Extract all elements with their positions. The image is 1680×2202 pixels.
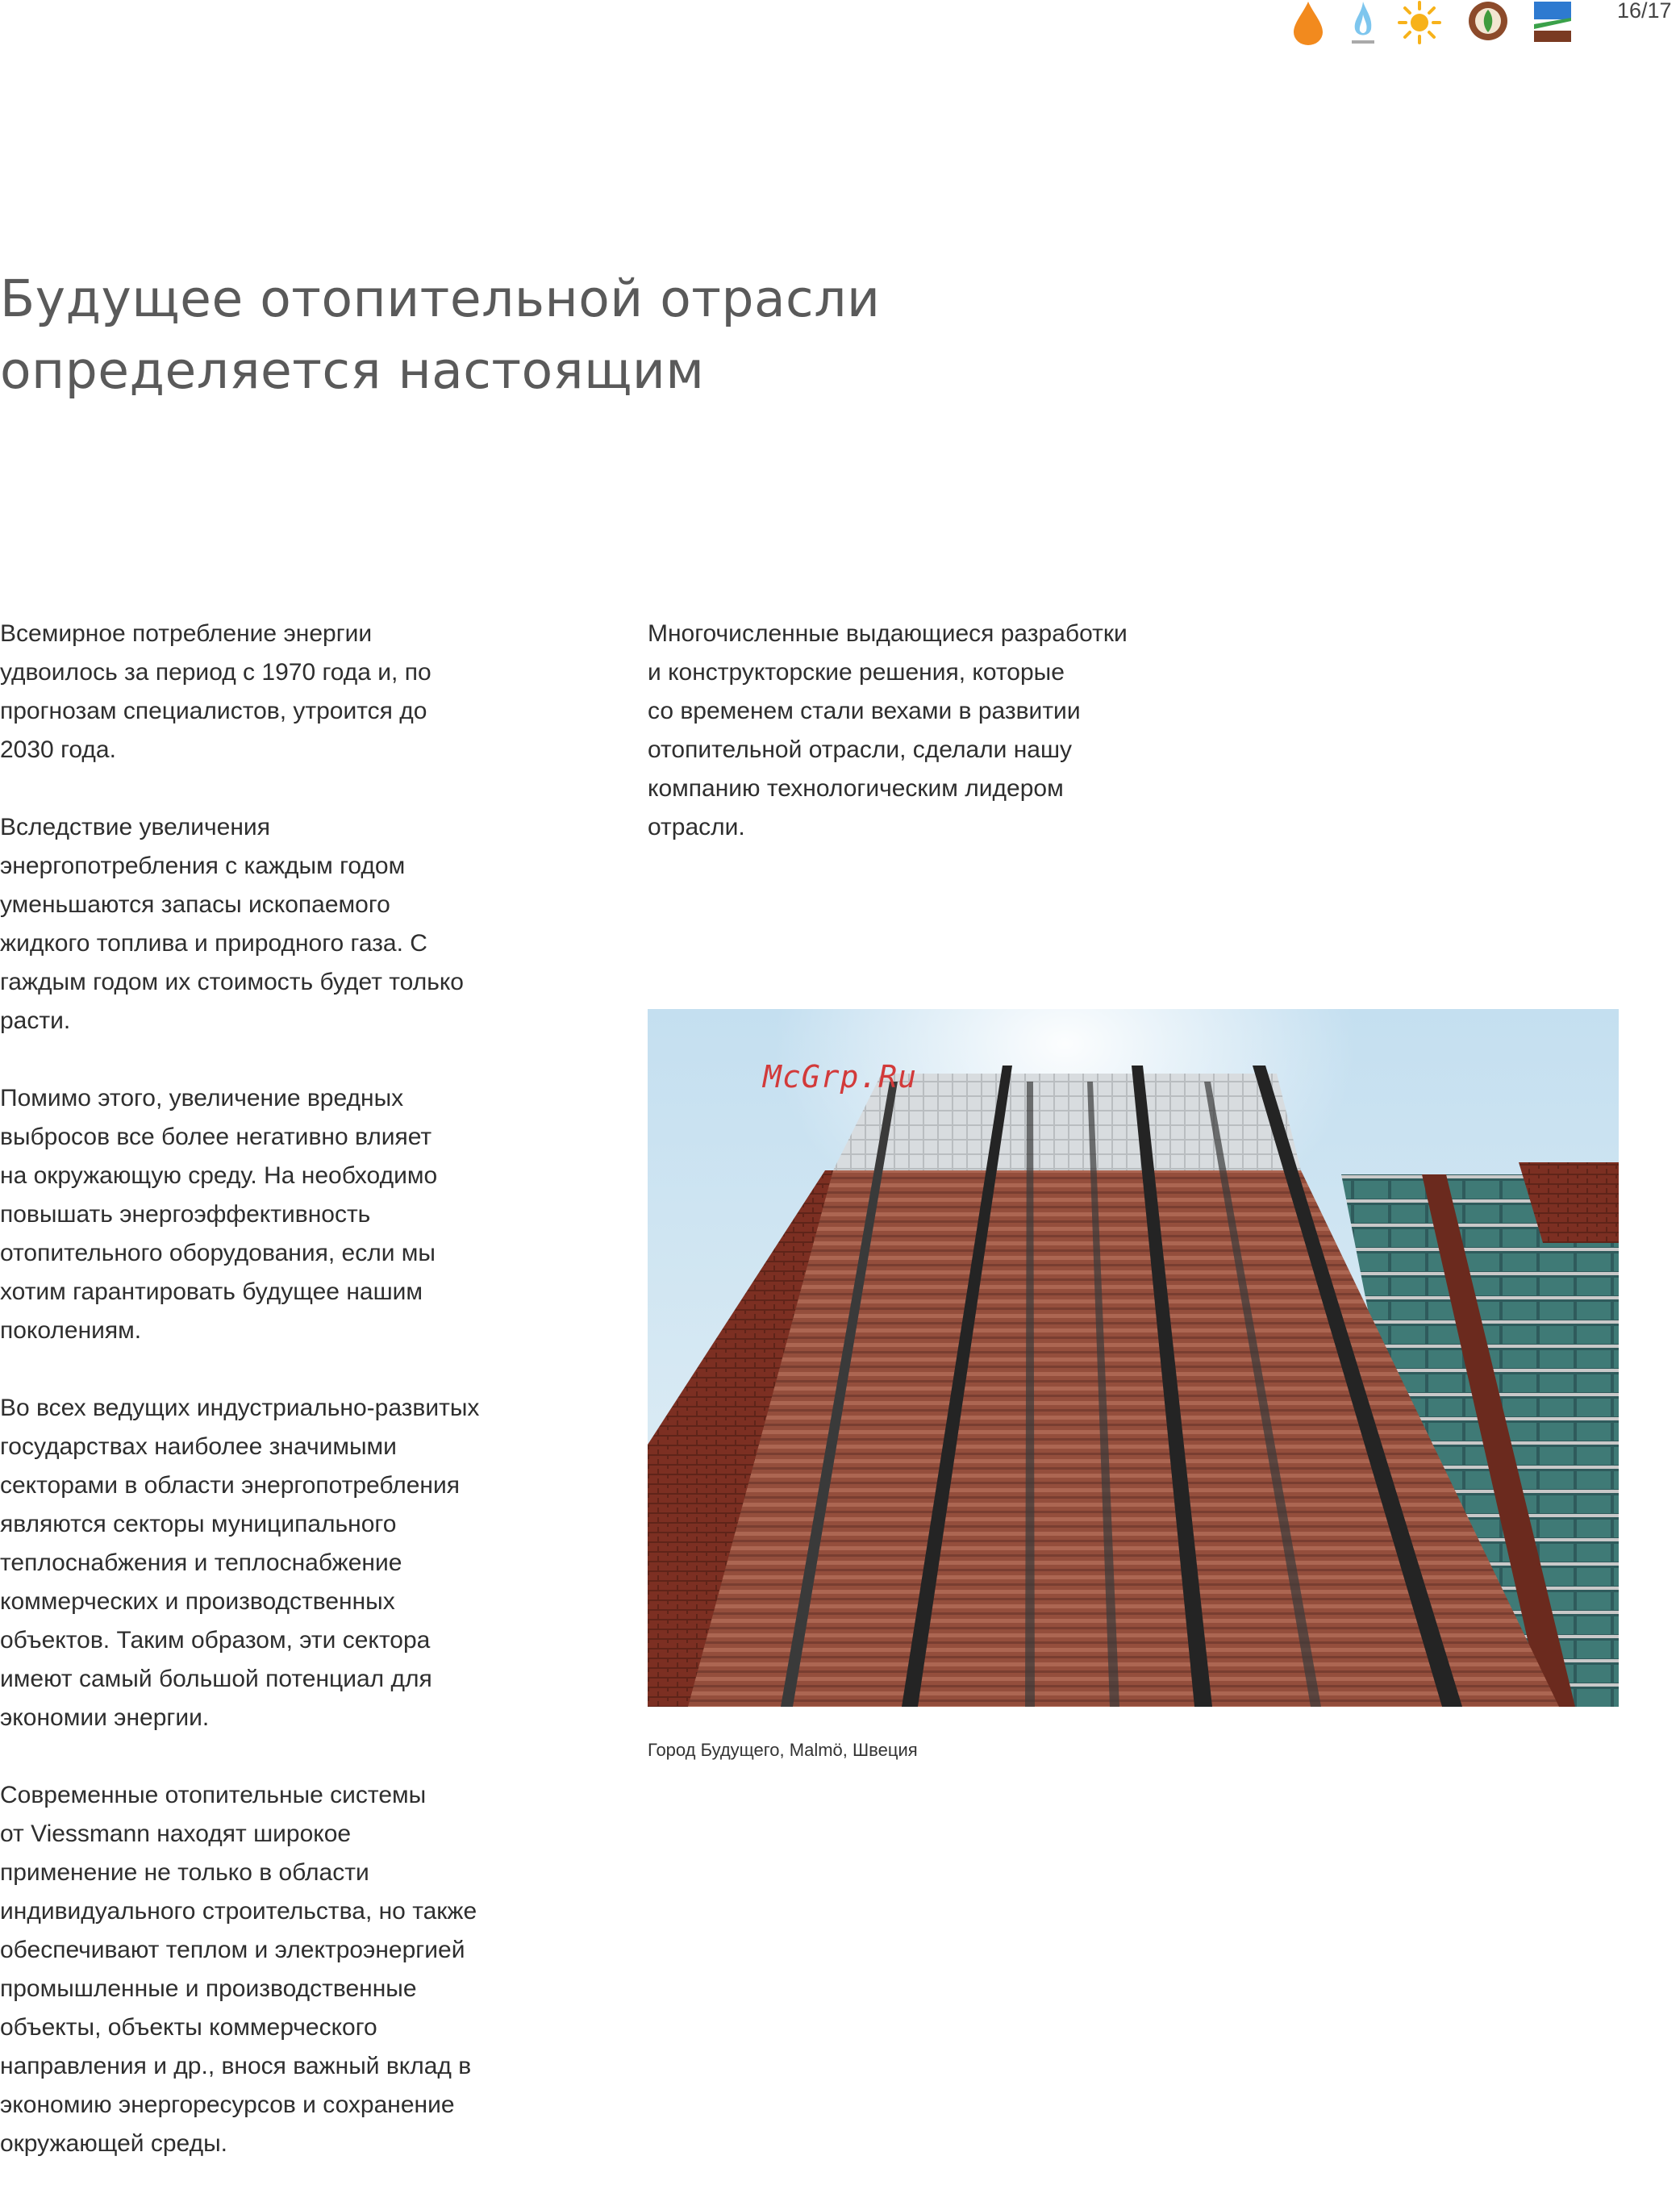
gas-flame-icon [1347, 0, 1379, 47]
biomass-icon [1466, 0, 1510, 44]
building-photo [648, 1009, 1619, 1707]
paragraph-industrial-sectors: Во всех ведущих индустриально-развитых государствах наиболее значимыми секторами в области энергопотребления являются секторы муниципального теплоснабжения и теплоснабжение коммерческих и производственных объектов. Таким образом, эти сектора имеют самый большой потенциал для экономии энергии. [0, 1395, 480, 1731]
left-text-column [0, 615, 557, 2202]
paragraph-modern-systems: Современные отопительные системы от Viessmann находят широкое применение не только в области индивидуального строительства, но также обеспечивают теплом и электроэнергией промышленные и производственные объекты, объекты коммерческого направления и др., внося важный вклад в экономию энергоресурсов и сохранение окружающей среды. [0, 1782, 477, 2157]
heat-pump-icon [1532, 0, 1573, 44]
page-title: Будущее отопительной отрасли определяется настоящим [0, 269, 881, 400]
paragraph-company-leadership: Многочисленные выдающиеся разработки и конструкторские решения, которые со временем стали вехами в развитии отопительной отрасли, сделали нашу компанию технологическим лидером отрасли. [648, 620, 1128, 840]
paragraph-fossil-fuel-reserves: Вследствие увеличения энергопотребления с каждым годом уменьшаются запасы ископаемого жидкого топлива и природного газа. С гаждым годом их стоимость будет только расти. [0, 814, 464, 1034]
sun-icon [1395, 0, 1444, 47]
photo-caption: Город Будущего, Malmö, Швеция [648, 1740, 918, 1760]
right-text-column [648, 615, 1261, 886]
paragraph-emissions: Помимо этого, увеличение вредных выбросов все более негативно влияет на окружающую среду. На необходимо повышать энергоэффективность отопительного оборудования, если мы хотим гарантировать будущее нашим поколениям. [0, 1085, 438, 1344]
paragraph-energy-consumption: Всемирное потребление энергии удвоилось за период с 1970 года и, по прогнозам специалистов, утроится до 2030 года. [0, 620, 431, 763]
page-number: 16/17 [1617, 0, 1672, 23]
energy-icons [1290, 0, 1581, 48]
oil-drop-icon [1290, 0, 1326, 47]
watermark-text: McGrp.Ru [763, 1059, 918, 1095]
